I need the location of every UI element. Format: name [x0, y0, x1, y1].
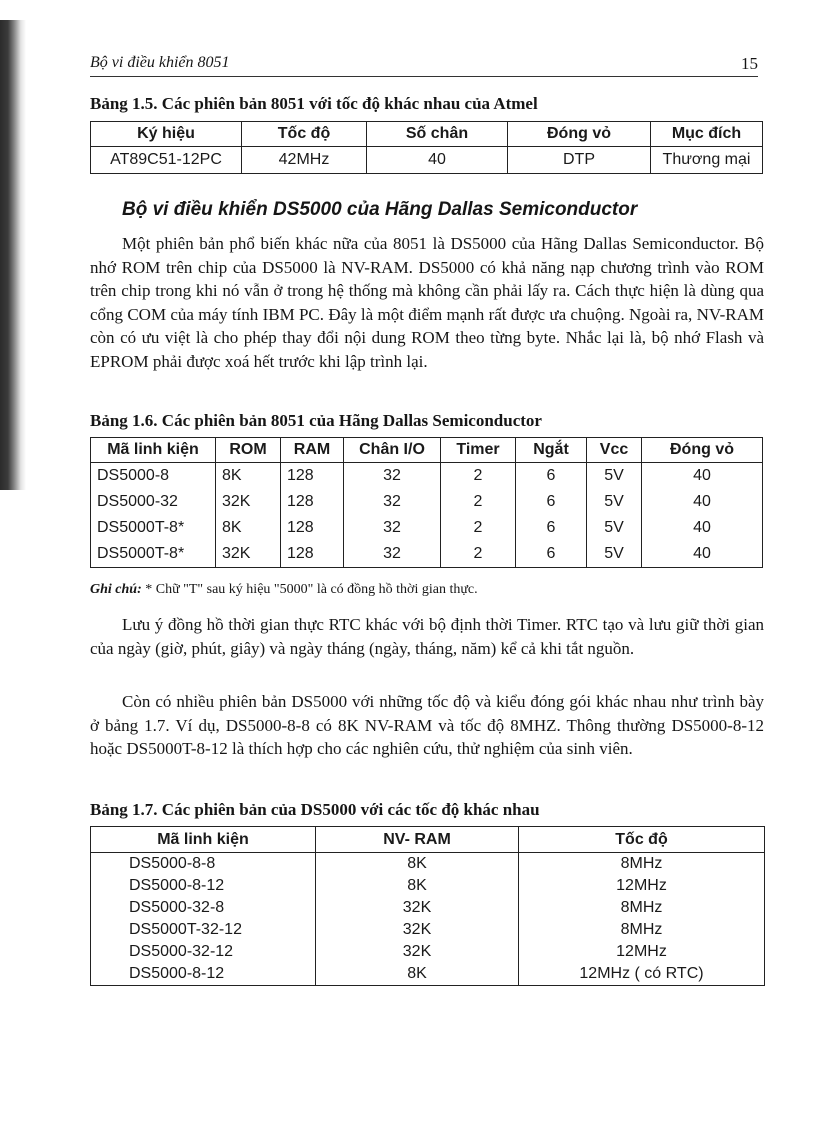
table-header-cell: Vcc	[587, 438, 642, 463]
table-header-cell: Timer	[441, 438, 516, 463]
table-cell: 32	[344, 489, 441, 515]
table-row	[91, 897, 765, 919]
table-row	[91, 941, 765, 963]
table-header-cell: Đóng vỏ	[508, 122, 651, 147]
table-cell: DS5000-32-12	[91, 941, 316, 963]
table-cell: 40	[367, 147, 508, 174]
table-cell: 128	[281, 515, 344, 541]
table-cell: DS5000-8-12	[91, 875, 316, 897]
table-header-cell: Mã linh kiện	[91, 827, 316, 853]
table-cell: 40	[642, 489, 763, 515]
running-title: Bộ vi điều khiển 8051	[90, 54, 230, 71]
table-cell: 32K	[316, 941, 519, 963]
table-cell: 8MHz	[519, 897, 765, 919]
table-header-cell: Mục đích	[651, 122, 763, 147]
table-header-cell: ROM	[216, 438, 281, 463]
table-cell: 128	[281, 463, 344, 490]
table-cell: 6	[516, 489, 587, 515]
paragraph-rtc: Lưu ý đồng hồ thời gian thực RTC khác với bộ định thời Timer. RTC tạo và lưu giữ thời gian của ngày (giờ, phút, giây) và ngày tháng (ngày, tháng, năm) kể cả khi tắt nguồn.	[90, 615, 764, 658]
table-cell: 128	[281, 489, 344, 515]
paragraph-versions: Còn có nhiều phiên bản DS5000 với những tốc độ và kiểu đóng gói khác nhau như trình bày ở bảng 1.7. Ví dụ, DS5000-8-8 có 8K NV-RAM và tốc độ 8MHZ. Thông thường DS5000-8-12 hoặc DS5000T-8-12 là thích hợp cho các nghiên cứu, thử nghiệm của sinh viên.	[90, 692, 764, 759]
table-note	[90, 582, 478, 598]
table-cell: 32	[344, 541, 441, 568]
table-cell: DS5000-8-8	[91, 853, 316, 876]
table-header-cell: Ngắt	[516, 438, 587, 463]
table-cell: 32K	[216, 489, 281, 515]
table-row	[91, 541, 763, 568]
table-cell: 2	[441, 463, 516, 490]
table-cell: 32K	[216, 541, 281, 568]
table-cell: 40	[642, 515, 763, 541]
table-cell: 2	[441, 515, 516, 541]
table-row	[91, 919, 765, 941]
note-label: Ghi chú:	[90, 582, 142, 597]
table-1-7-caption: Bảng 1.7. Các phiên bản của DS5000 với các tốc độ khác nhau	[90, 800, 540, 819]
page-number: 15	[741, 54, 758, 73]
section-heading: Bộ vi điều khiển DS5000 của Hãng Dallas Semiconductor	[122, 199, 638, 220]
table-cell: DS5000T-8*	[91, 541, 216, 568]
running-header	[90, 52, 758, 77]
table-cell: 32	[344, 515, 441, 541]
table-1-5	[90, 121, 763, 174]
table-header-cell: NV- RAM	[316, 827, 519, 853]
table-1-6-caption: Bảng 1.6. Các phiên bản 8051 của Hãng Dallas Semiconductor	[90, 411, 542, 430]
table-cell: 2	[441, 541, 516, 568]
table-cell: 8MHz	[519, 853, 765, 876]
table-cell: 5V	[587, 489, 642, 515]
table-row	[91, 147, 763, 174]
table-cell: Thương mại	[651, 147, 763, 174]
table-1-5-caption: Bảng 1.5. Các phiên bản 8051 với tốc độ khác nhau của Atmel	[90, 94, 538, 113]
table-header-cell: Đóng vỏ	[642, 438, 763, 463]
table-cell: DTP	[508, 147, 651, 174]
table-cell: 8K	[216, 515, 281, 541]
table-row	[91, 515, 763, 541]
table-header-cell: RAM	[281, 438, 344, 463]
table-1-7	[90, 826, 765, 986]
table-cell: DS5000-8-12	[91, 963, 316, 986]
table-cell: 8K	[316, 853, 519, 876]
table-cell: 12MHz	[519, 875, 765, 897]
table-cell: 6	[516, 541, 587, 568]
table-cell: 5V	[587, 463, 642, 490]
table-cell: 5V	[587, 541, 642, 568]
scan-binding-shadow	[0, 20, 26, 490]
table-1-6	[90, 437, 763, 568]
note-text: * Chữ "T" sau ký hiệu "5000" là có đồng hồ thời gian thực.	[145, 582, 478, 597]
table-cell: DS5000T-32-12	[91, 919, 316, 941]
table-cell: 32	[344, 463, 441, 490]
table-header-cell: Tốc độ	[519, 827, 765, 853]
table-cell: DS5000-8	[91, 463, 216, 490]
table-header-cell: Số chân	[367, 122, 508, 147]
table-cell: 32K	[316, 897, 519, 919]
table-cell: DS5000T-8*	[91, 515, 216, 541]
table-row	[91, 853, 765, 876]
table-cell: 12MHz ( có RTC)	[519, 963, 765, 986]
table-cell: 32K	[316, 919, 519, 941]
table-cell: 128	[281, 541, 344, 568]
table-cell: 6	[516, 515, 587, 541]
table-header-cell: Ký hiệu	[91, 122, 242, 147]
table-row	[91, 463, 763, 490]
table-cell: 5V	[587, 515, 642, 541]
table-cell: 12MHz	[519, 941, 765, 963]
table-row	[91, 875, 765, 897]
table-cell: AT89C51-12PC	[91, 147, 242, 174]
table-cell: DS5000-32-8	[91, 897, 316, 919]
table-cell: DS5000-32	[91, 489, 216, 515]
table-cell: 6	[516, 463, 587, 490]
table-cell: 40	[642, 541, 763, 568]
table-cell: 2	[441, 489, 516, 515]
table-cell: 8K	[216, 463, 281, 490]
table-cell: 40	[642, 463, 763, 490]
table-header-cell: Chân I/O	[344, 438, 441, 463]
table-row	[91, 489, 763, 515]
table-cell: 42MHz	[242, 147, 367, 174]
table-cell: 8MHz	[519, 919, 765, 941]
table-cell: 8K	[316, 875, 519, 897]
table-cell: 8K	[316, 963, 519, 986]
section-paragraph: Một phiên bản phổ biến khác nữa của 8051 là DS5000 của Hãng Dallas Semiconductor. Bộ nhớ ROM trên chip của DS5000 là NV-RAM. DS5000 có khả năng nạp chương trình vào ROM trên chip trong khi nó vẫn ở trong hệ thống mà không cần phải lấy ra. Cách thực hiện là dùng qua cổng COM của máy tính IBM PC. Đây là một điểm mạnh rất được ưa chuộng. Ngoài ra, NV-RAM còn có ưu việt là cho phép thay đổi nội dung ROM theo từng byte. Nhắc lại là, bộ nhớ Flash và EPROM phải được xoá hết trước khi lập trình lại.	[90, 234, 764, 371]
table-row	[91, 963, 765, 986]
table-header-cell: Mã linh kiện	[91, 438, 216, 463]
table-header-cell: Tốc độ	[242, 122, 367, 147]
